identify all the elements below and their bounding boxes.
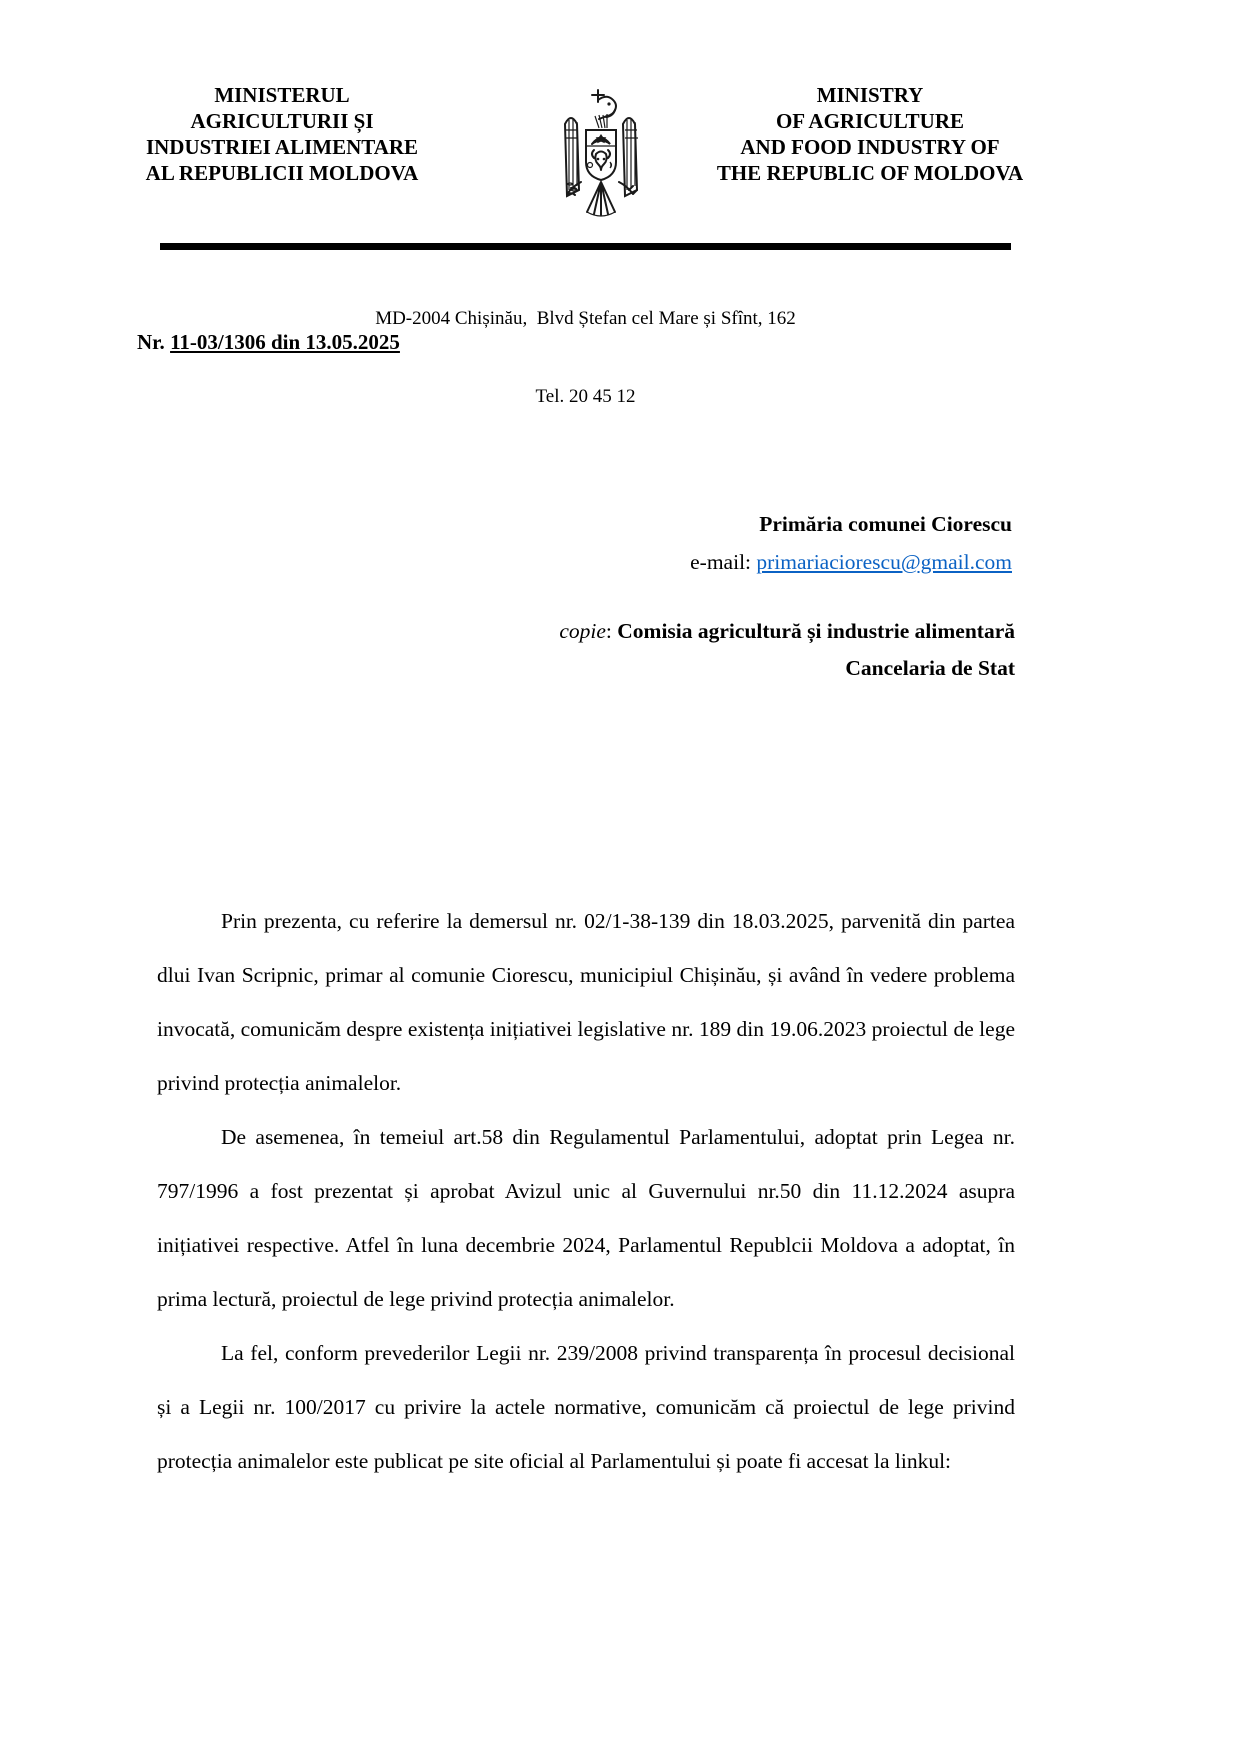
recipient-block	[300, 505, 1012, 581]
reference-prefix: Nr.	[137, 330, 171, 354]
reference-value: 11-03/1306 din 13.05.2025	[170, 330, 400, 354]
email-label: e-mail:	[690, 550, 757, 574]
ministry-address	[160, 254, 1011, 462]
copy-line-1	[260, 613, 1015, 650]
phone-line: Tel. 20 45 12	[535, 386, 636, 407]
ministry-name-ro-line: INDUSTRIEI ALIMENTARE	[145, 135, 419, 159]
ministry-name-ro-line: MINISTERUL	[214, 83, 350, 107]
ministry-name-ro-line: AGRICULTURII ȘI	[190, 109, 374, 133]
moldova-coat-of-arms-icon	[551, 86, 649, 218]
recipient-email-link[interactable]: primariaciorescu@gmail.com	[756, 550, 1012, 574]
header-divider	[160, 243, 1011, 250]
ministry-name-en-line: OF AGRICULTURE	[775, 109, 965, 133]
recipient-email-line	[300, 543, 1012, 581]
body-paragraph-2: De asemenea, în temeiul art.58 din Regulamentul Parlamentului, adoptat prin Legea nr. 797/1996 a fost prezentat și aprobat Avizul unic al Guvernului nr.50 din 11.12.2024 asupra inițiativei respective. Atfel în luna decembrie 2024, Parlamentul Republcii Moldova a adoptat, în prima lectură, proiectul de lege privind protecția animalelor.	[157, 1125, 1015, 1311]
ministry-name-en-line: AND FOOD INDUSTRY OF	[740, 135, 1000, 159]
ministry-name-en-line: MINISTRY	[816, 83, 924, 107]
letter-body	[157, 894, 1015, 1488]
copy-block	[260, 613, 1015, 687]
recipient-name: Primăria comunei Ciorescu	[759, 512, 1012, 536]
reference-number	[137, 330, 400, 355]
address-line: MD-2004 Chișinău, Blvd Ștefan cel Mare și Sfînt, 162	[375, 308, 796, 329]
body-paragraph-3: La fel, conform prevederilor Legii nr. 239/2008 privind transparența în procesul decisional și a Legii nr. 100/2017 cu privire la actele normative, comunicăm că proiectul de lege privind protecția animalelor este publicat pe site oficial al Parlamentului și poate fi accesat la linkul:	[157, 1341, 1015, 1473]
body-paragraph-1: Prin prezenta, cu referire la demersul nr. 02/1-38-139 din 18.03.2025, parvenită din partea dlui Ivan Scripnic, primar al comunie Ciorescu, municipiul Chișinău, și având în vedere problema invocată, comunicăm despre existența inițiativei legislative nr. 189 din 19.06.2023 proiectul de lege privind protecția animalelor.	[157, 909, 1015, 1095]
ministry-name-en	[696, 82, 1044, 186]
ministry-name-en-line: THE REPUBLIC OF MOLDOVA	[716, 161, 1024, 185]
copy-addressee-1: Comisia agricultură și industrie alimentară	[617, 619, 1015, 643]
copy-label: copie	[559, 619, 606, 643]
ministry-name-ro-line: AL REPUBLICII MOLDOVA	[145, 161, 419, 185]
ministry-name-ro	[120, 82, 444, 186]
copy-separator: :	[605, 619, 618, 643]
copy-addressee-2: Cancelaria de Stat	[845, 656, 1015, 680]
